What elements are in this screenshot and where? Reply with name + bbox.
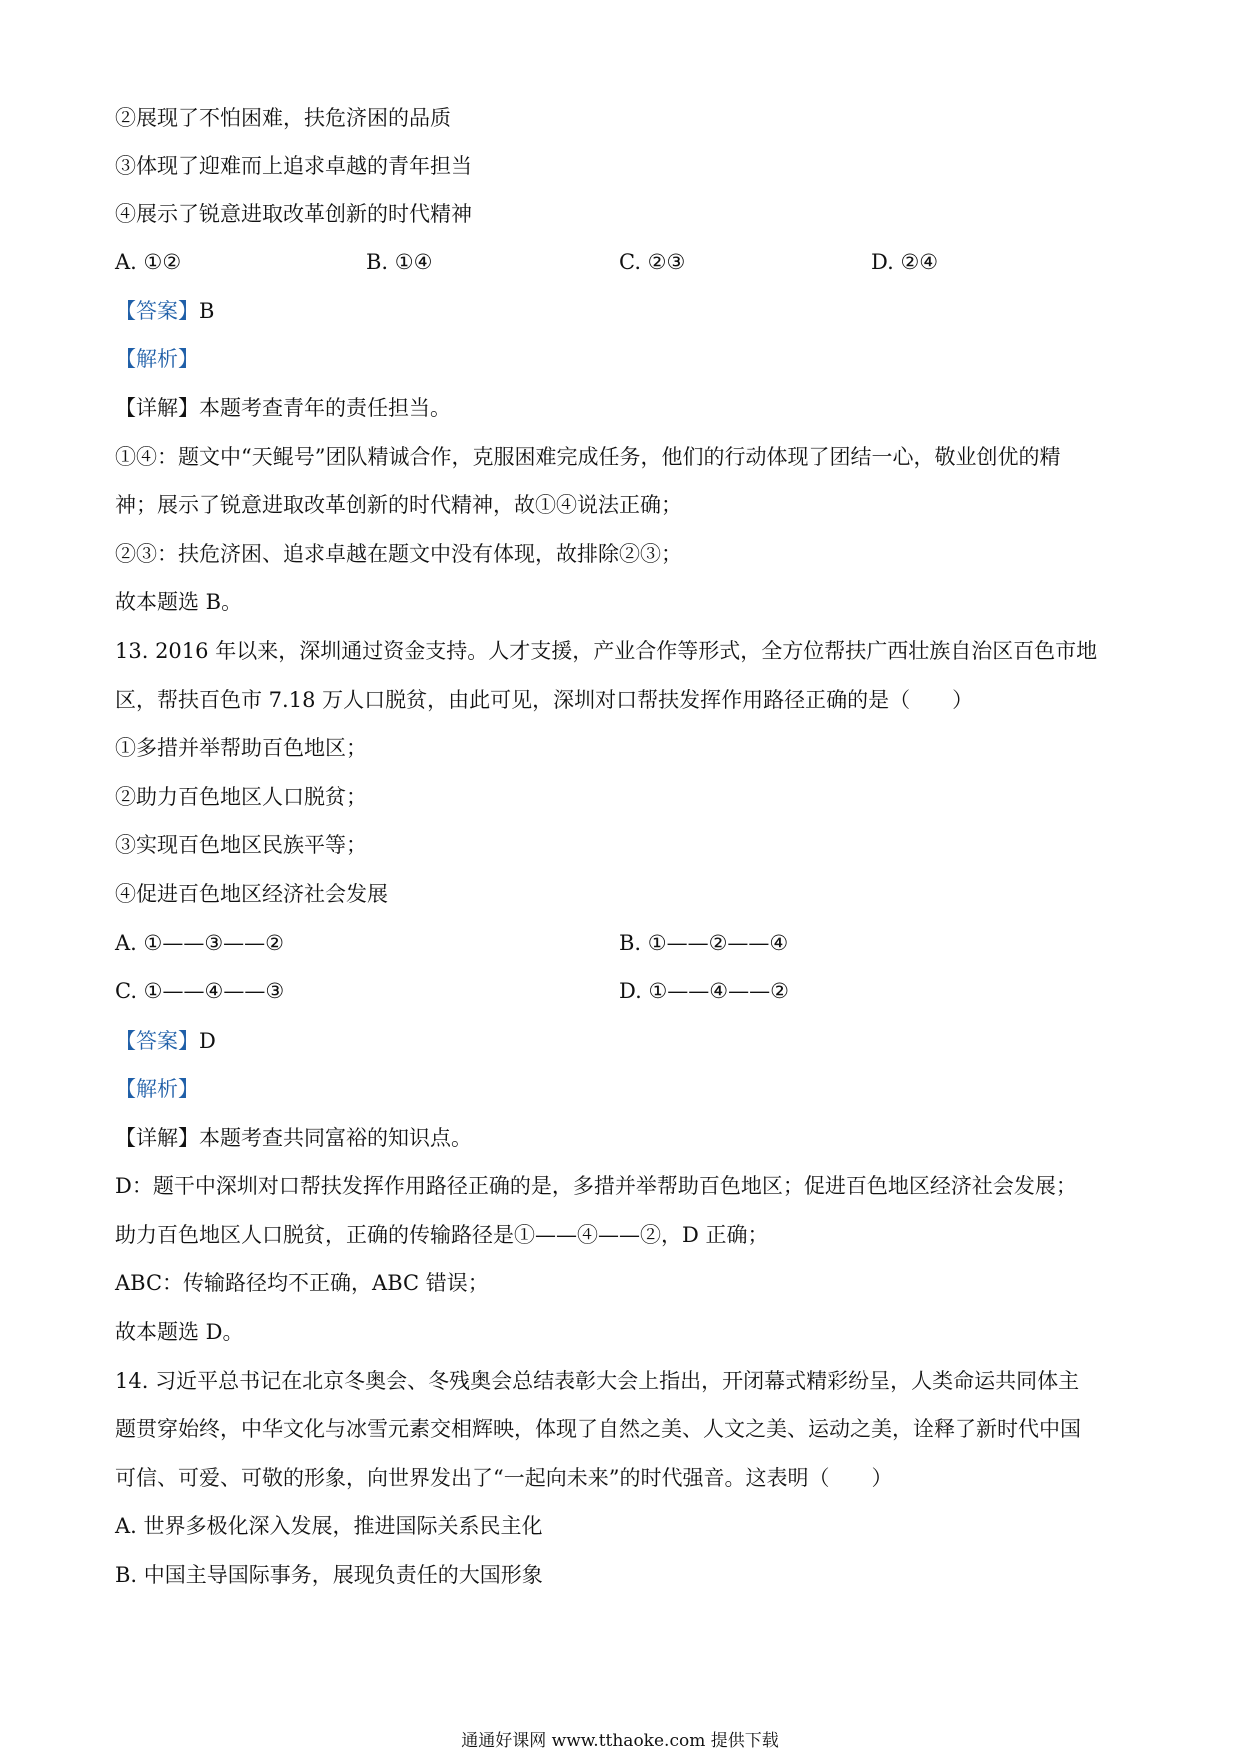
q13-stem-line: 区，帮扶百色市 7.18 万人口脱贫，由此可见，深圳对口帮扶发挥作用路径正确的是（ ） — [115, 688, 974, 712]
q12-explain-line: 神；展示了锐意进取改革创新的时代精神，故①④说法正确； — [115, 493, 682, 517]
q12-explain-line: 故本题选 B。 — [115, 590, 243, 614]
q13-option-d: D. ①——④——② — [619, 979, 789, 1003]
q13-item-4: ④促进百色地区经济社会发展 — [115, 882, 388, 906]
q12-explain-line: ①④：题文中“天鲲号”团队精诚合作，克服困难完成任务，他们的行动体现了团结一心，敬业创优的精 — [115, 445, 1061, 469]
q13-item-2: ②助力百色地区人口脱贫； — [115, 785, 367, 809]
q13-explain-line: 故本题选 D。 — [115, 1320, 244, 1344]
q12-detail — [115, 394, 451, 422]
q13-explain-line: D：题干中深圳对口帮扶发挥作用路径正确的是，多措并举帮助百色地区；促进百色地区经济社会发展； — [115, 1174, 1077, 1198]
q13-explain-line: ABC：传输路径均不正确，ABC 错误； — [115, 1271, 489, 1295]
q14-stem-line: 14. 习近平总书记在北京冬奥会、冬残奥会总结表彰大会上指出，开闭幕式精彩纷呈，人类命运共同体主 — [115, 1369, 1080, 1393]
analysis-tag: 【解析】 — [115, 1077, 199, 1101]
q12-option-b: B. ①④ — [366, 250, 433, 274]
q14-option-b: B. 中国主导国际事务，展现负责任的大国形象 — [115, 1563, 543, 1587]
q12-item-3: ③体现了迎难而上追求卓越的青年担当 — [115, 154, 472, 178]
q14-option-a: A. 世界多极化深入发展，推进国际关系民主化 — [115, 1514, 543, 1538]
q13-option-a: A. ①——③——② — [115, 931, 284, 955]
answer-tag: 【答案】 — [115, 299, 199, 323]
q13-option-c: C. ①——④——③ — [115, 979, 285, 1003]
q13-explain-line: 助力百色地区人口脱贫，正确的传输路径是①——④——②，D 正确； — [115, 1223, 769, 1247]
q13-item-3: ③实现百色地区民族平等； — [115, 833, 367, 857]
q13-detail — [115, 1124, 472, 1152]
analysis-tag: 【解析】 — [115, 347, 199, 371]
detail-tag: 【详解】 — [115, 396, 199, 420]
q12-explain-line: ②③：扶危济困、追求卓越在题文中没有体现，故排除②③； — [115, 542, 682, 566]
q12-option-a: A. ①② — [115, 250, 182, 274]
q12-option-d: D. ②④ — [871, 250, 939, 274]
q14-stem-line: 题贯穿始终，中华文化与冰雪元素交相辉映，体现了自然之美、人文之美、运动之美，诠释了新时代中国 — [115, 1417, 1081, 1441]
answer-value: D — [199, 1029, 216, 1053]
detail-tag: 【详解】 — [115, 1126, 199, 1150]
answer-tag: 【答案】 — [115, 1029, 199, 1053]
page-footer: 通通好课网 www.tthaoke.com 提供下载 — [461, 1731, 779, 1751]
q12-item-2: ②展现了不怕困难，扶危济困的品质 — [115, 106, 451, 130]
q13-stem-line: 13. 2016 年以来，深圳通过资金支持。人才支援，产业合作等形式，全方位帮扶广西壮族自治区百色市地 — [115, 639, 1098, 663]
q12-answer — [115, 297, 214, 325]
q12-analysis-heading — [115, 345, 199, 373]
detail-text: 本题考查共同富裕的知识点。 — [199, 1126, 472, 1150]
q13-analysis-heading — [115, 1075, 199, 1103]
q12-option-c: C. ②③ — [619, 250, 686, 274]
detail-text: 本题考查青年的责任担当。 — [199, 396, 451, 420]
q12-item-4: ④展示了锐意进取改革创新的时代精神 — [115, 202, 472, 226]
q14-stem-line: 可信、可爱、可敬的形象，向世界发出了“一起向未来”的时代强音。这表明（ ） — [115, 1466, 893, 1490]
q13-item-1: ①多措并举帮助百色地区； — [115, 736, 367, 760]
answer-value: B — [199, 299, 215, 323]
q13-answer — [115, 1027, 216, 1055]
q13-option-b: B. ①——②——④ — [619, 931, 789, 955]
